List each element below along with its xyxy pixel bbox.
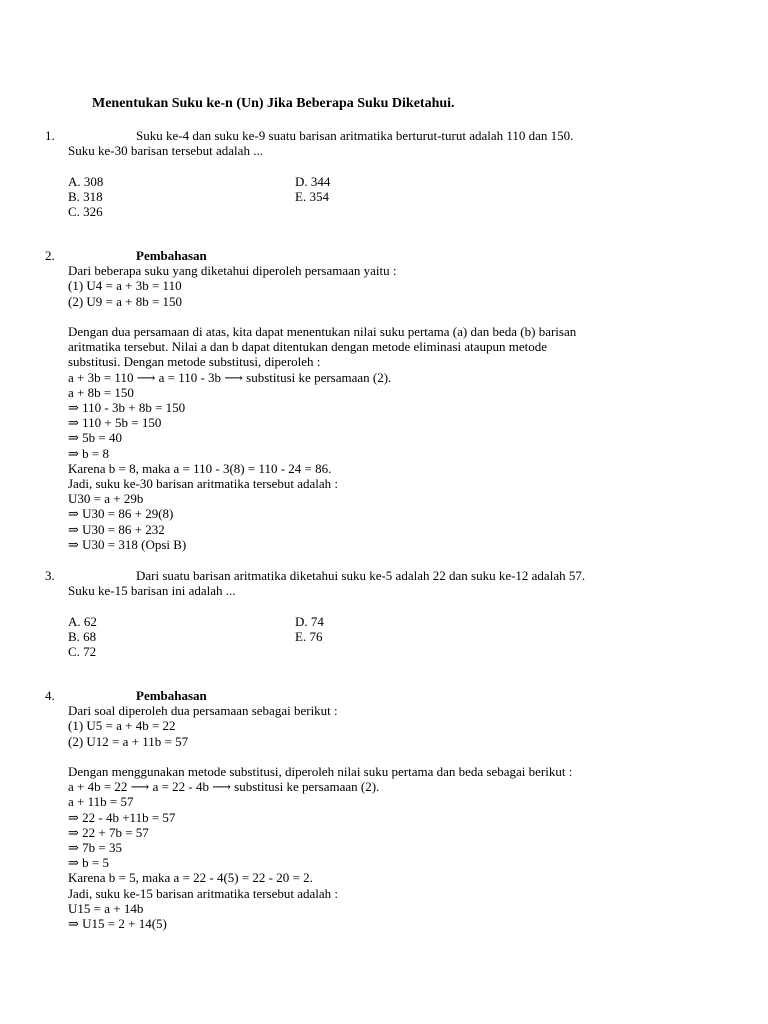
option-c: C. 72 xyxy=(68,644,97,659)
discussion-line: a + 4b = 22 ⟶ a = 22 - 4b ⟶ substitusi ke persamaan (2). xyxy=(68,779,380,795)
option-e: E. 354 xyxy=(295,189,329,204)
discussion-line: ⇒ 110 + 5b = 150 xyxy=(68,415,162,431)
page-title: Menentukan Suku ke-n (Un) Jika Beberapa Suku Diketahui. xyxy=(92,96,455,111)
question-number: 1. xyxy=(45,128,55,143)
question-text-line-1: Suku ke-4 dan suku ke-9 suatu barisan aritmatika berturut-turut adalah 110 dan 150. xyxy=(136,128,574,143)
option-b: B. 68 xyxy=(68,629,97,644)
discussion-line: ⇒ 7b = 35 xyxy=(68,840,122,855)
discussion-line: ⇒ 5b = 40 xyxy=(68,430,122,446)
discussion-number: 2. xyxy=(45,248,55,263)
discussion-line: ⇒ 22 + 7b = 57 xyxy=(68,824,149,840)
option-b: B. 318 xyxy=(68,189,103,204)
discussion-line: Jadi, suku ke-15 barisan aritmatika tersebut adalah : xyxy=(68,885,339,901)
question-text-line-1: Dari suatu barisan aritmatika diketahui suku ke-5 adalah 22 dan suku ke-12 adalah 57. xyxy=(136,568,586,583)
discussion-line: substitusi. Dengan metode substitusi, diperoleh : xyxy=(68,354,321,370)
question-text-line-2: Suku ke-15 barisan ini adalah ... xyxy=(68,583,236,598)
discussion-heading: Pembahasan xyxy=(136,688,207,703)
discussion-line: Dari soal diperoleh dua persamaan sebagai berikut : xyxy=(68,703,338,719)
option-d: D. 74 xyxy=(295,614,324,629)
question-text-line-2: Suku ke-30 barisan tersebut adalah ... xyxy=(68,143,263,158)
discussion-line: Dengan menggunakan metode substitusi, diperoleh nilai suku pertama dan beda sebagai berikut : xyxy=(68,764,573,779)
discussion-line: aritmatika tersebut. Nilai a dan b dapat ditentukan dengan metode eliminasi ataupun metode xyxy=(68,339,548,355)
discussion-line: Karena b = 5, maka a = 22 - 4(5) = 22 - 20 = 2. xyxy=(68,870,313,886)
discussion-line: ⇒ b = 5 xyxy=(68,855,109,871)
discussion-line: Dari beberapa suku yang diketahui diperoleh persamaan yaitu : xyxy=(68,263,397,279)
discussion-line: (2) U9 = a + 8b = 150 xyxy=(68,293,183,309)
discussion-line: ⇒ 22 - 4b +11b = 57 xyxy=(68,809,176,825)
option-c: C. 326 xyxy=(68,204,103,219)
discussion-line: ⇒ U15 = 2 + 14(5) xyxy=(68,916,167,931)
discussion-line: a + 3b = 110 ⟶ a = 110 - 3b ⟶ substitusi ke persamaan (2). xyxy=(68,369,392,385)
discussion-line: Jadi, suku ke-30 barisan aritmatika tersebut adalah : xyxy=(68,476,339,491)
option-a: A. 308 xyxy=(68,174,104,189)
option-a: A. 62 xyxy=(68,614,97,629)
discussion-line: Dengan dua persamaan di atas, kita dapat menentukan nilai suku pertama (a) dan beda (b) barisan xyxy=(68,324,577,339)
discussion-number: 4. xyxy=(45,688,55,703)
discussion-line: U30 = a + 29b xyxy=(68,491,144,507)
discussion-line: (1) U4 = a + 3b = 110 xyxy=(68,278,182,294)
discussion-line: a + 11b = 57 xyxy=(68,794,134,810)
discussion-line: a + 8b = 150 xyxy=(68,384,134,400)
discussion-line: ⇒ b = 8 xyxy=(68,445,109,461)
discussion-line: ⇒ U30 = 86 + 232 xyxy=(68,521,165,537)
discussion-line: ⇒ 110 - 3b + 8b = 150 xyxy=(68,400,186,415)
discussion-line: ⇒ U30 = 318 (Opsi B) xyxy=(68,536,187,552)
option-e: E. 76 xyxy=(295,629,323,644)
discussion-line: ⇒ U30 = 86 + 29(8) xyxy=(68,506,174,522)
option-d: D. 344 xyxy=(295,174,331,189)
discussion-line: (1) U5 = a + 4b = 22 xyxy=(68,718,176,734)
discussion-heading: Pembahasan xyxy=(136,248,207,263)
discussion-line: Karena b = 8, maka a = 110 - 3(8) = 110 - 24 = 86. xyxy=(68,460,332,476)
question-number: 3. xyxy=(45,568,55,583)
discussion-line: (2) U12 = a + 11b = 57 xyxy=(68,733,189,749)
discussion-line: U15 = a + 14b xyxy=(68,900,144,916)
